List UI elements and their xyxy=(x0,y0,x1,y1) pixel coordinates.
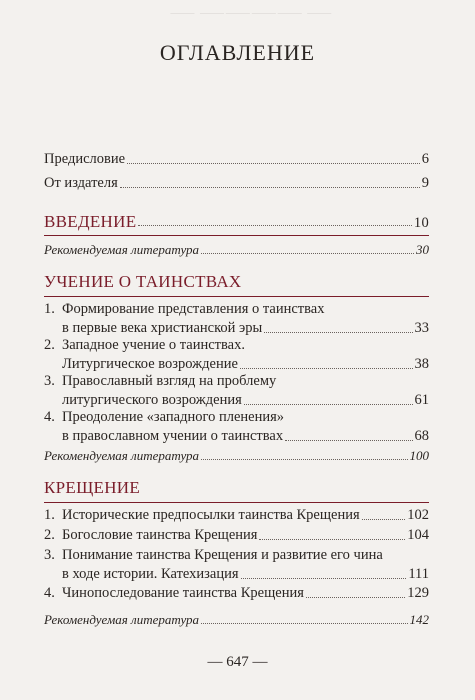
toc-entry-recommended-reading[interactable]: Рекомендуемая литература 30 xyxy=(44,242,429,257)
dot-leader xyxy=(201,459,407,460)
dot-leader xyxy=(138,225,412,226)
section-heading[interactable]: КРЕЩЕНИЕ xyxy=(44,478,141,497)
dot-leader xyxy=(240,368,413,369)
dot-leader xyxy=(201,623,407,624)
section-heading: ВВЕДЕНИЕ xyxy=(44,212,137,231)
toc-entry[interactable]: 4. Чинопоследование таинства Крещения 129 xyxy=(44,585,429,601)
dot-leader xyxy=(120,187,420,188)
section-rule xyxy=(44,235,429,236)
toc-entry-preface[interactable]: Предисловие 6 xyxy=(44,151,429,167)
dot-leader xyxy=(306,597,405,598)
toc-entry-publisher[interactable]: От издателя 9 xyxy=(44,175,429,191)
bleed-through-text: ⸻ ⸻⸻⸻⸻ ⸻ xyxy=(170,8,333,19)
toc-entry[interactable]: 2. Западное учение о таинствах. Литургическое возрождение 38 xyxy=(44,337,429,372)
dot-leader xyxy=(362,519,406,520)
dot-leader xyxy=(244,404,413,405)
page-title: ОГЛАВЛЕНИЕ xyxy=(159,40,316,65)
dot-leader xyxy=(241,578,407,579)
section-rule xyxy=(44,502,429,503)
section-rule xyxy=(44,296,429,297)
toc-entry[interactable]: 3. Понимание таинства Крещения и развитие его чина в ходе истории. Катехизация 111 xyxy=(44,547,429,582)
dot-leader xyxy=(259,539,405,540)
toc-entry-recommended-reading[interactable]: Рекомендуемая литература 100 xyxy=(44,448,429,463)
section-introduction[interactable]: ВВЕДЕНИЕ 10 xyxy=(44,212,429,231)
toc-entry[interactable]: 3. Православный взгляд на проблему литургического возрождения 61 xyxy=(44,373,429,408)
dot-leader xyxy=(285,440,412,441)
toc-entry-recommended-reading[interactable]: Рекомендуемая литература 142 xyxy=(44,612,429,627)
dot-leader xyxy=(201,253,414,254)
toc-entry[interactable]: 2. Богословие таинства Крещения 104 xyxy=(44,527,429,543)
section-heading[interactable]: УЧЕНИЕ О ТАИНСТВАХ xyxy=(44,272,242,291)
toc-entry[interactable]: 1. Формирование представления о таинствах в первые века христианской эры 33 xyxy=(44,301,429,336)
toc-entry[interactable]: 4. Преодоление «западного пленения» в православном учении о таинствах 68 xyxy=(44,409,429,444)
toc-entry[interactable]: 1. Исторические предпосылки таинства Крещения 102 xyxy=(44,507,429,523)
page-number: — 647 — xyxy=(207,654,268,670)
dot-leader xyxy=(264,332,412,333)
dot-leader xyxy=(127,163,420,164)
